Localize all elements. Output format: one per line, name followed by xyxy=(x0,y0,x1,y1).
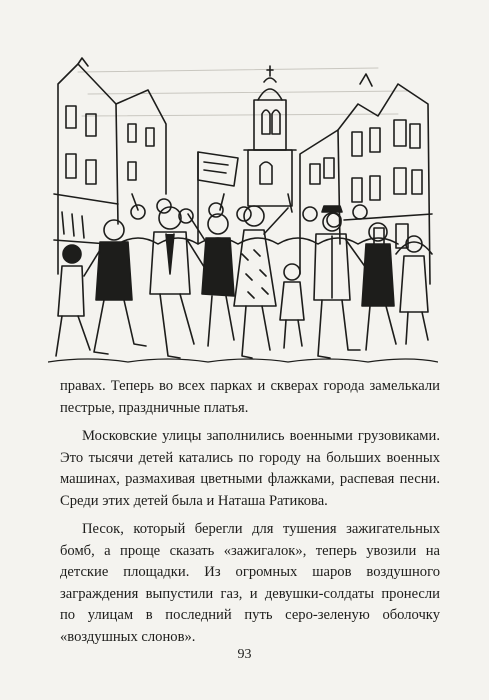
flag xyxy=(198,152,238,244)
paragraph-1: правах. Теперь во всех парках и скверах города замелькали пестрые, праздничные платья. xyxy=(60,378,440,416)
body-text xyxy=(60,376,440,648)
church-tower xyxy=(244,66,296,206)
page-number: 93 xyxy=(237,647,252,662)
street-celebration-illustration xyxy=(48,44,438,374)
paragraph-3: Песок, который берегли для тушения зажигательных бомб, а проще сказать «зажигалок», теперь увозили на детские площадки. Из огромных шаров воздушного заграждения выпустили газ, и девушки-солдаты пронесли по улицам в последний путь серо-зеленую оболочку «воздушных слонов». xyxy=(60,521,440,645)
paragraph-2: Московские улицы заполнились военными грузовиками. Это тысячи детей катались по городу на больших военных машинах, размахивая цветными флажками, распевая песни. Среди этих детей была и Наташа Ратикова. xyxy=(60,428,440,509)
bleed-through-lines xyxy=(78,68,408,116)
crowd-foreground xyxy=(48,206,438,362)
